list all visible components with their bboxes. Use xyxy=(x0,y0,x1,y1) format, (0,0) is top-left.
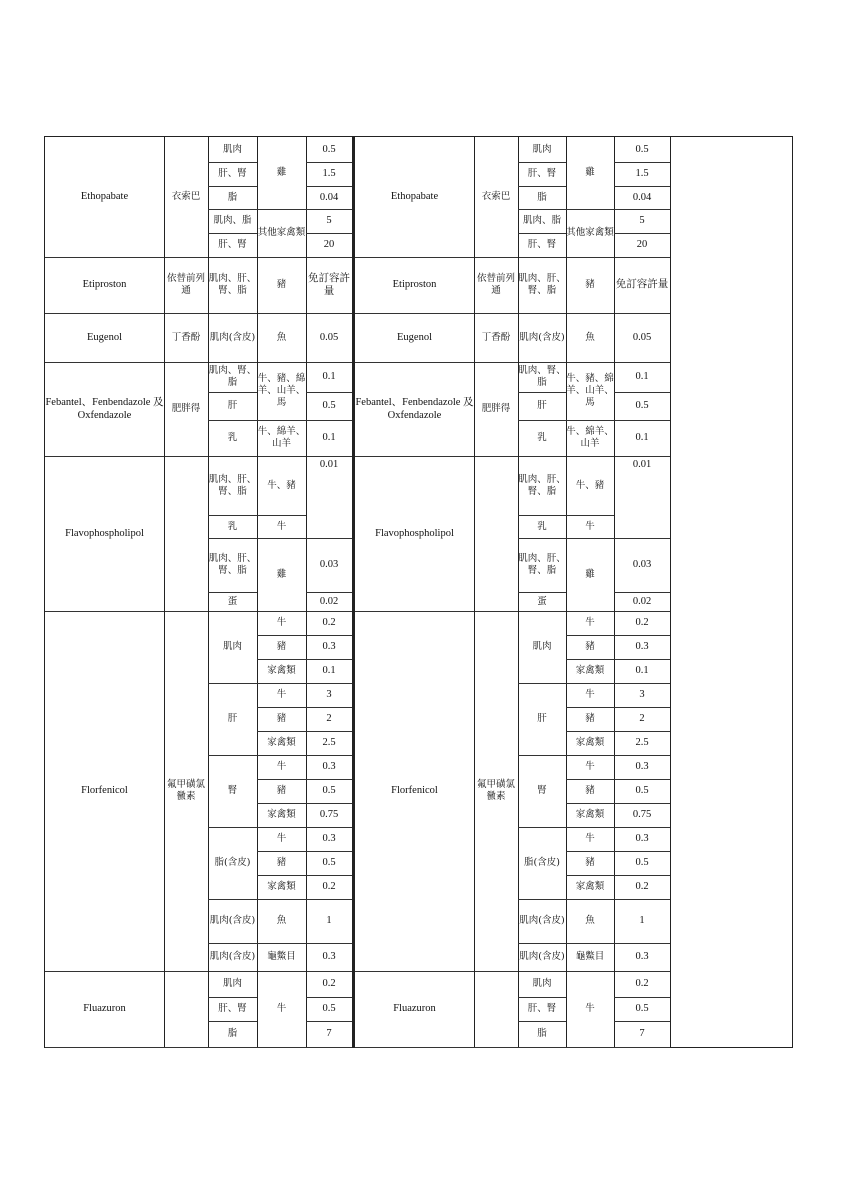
drug-alias-right xyxy=(474,971,518,1047)
drug-name-right: Eugenol xyxy=(397,331,432,343)
drug-alias-right: 依替前列通 xyxy=(476,273,515,296)
limit-value-right: 0.05 xyxy=(632,331,652,343)
limit-value-left: 免訂容許量 xyxy=(308,272,350,297)
limit-value-left: 0.5 xyxy=(322,857,336,869)
tissue-cell-left: 肝、腎 xyxy=(218,239,247,251)
animal-cell-left: 家禽類 xyxy=(267,809,296,821)
drug-name-right: Etiproston xyxy=(392,279,437,291)
animal-cell-right: 家禽類 xyxy=(575,737,605,749)
tissue-cell-left: 肌肉(含皮) xyxy=(209,915,256,927)
limit-value-left: 0.3 xyxy=(322,833,336,845)
limit-value-right: 20 xyxy=(636,239,648,251)
limit-value-right: 0.3 xyxy=(635,641,649,653)
tissue-cell-right: 肌肉 xyxy=(532,978,552,990)
drug-name-left: Etiproston xyxy=(82,279,127,291)
animal-cell-left: 豬 xyxy=(276,641,287,653)
drug-alias-right: 氟甲磺氯黴素 xyxy=(476,779,515,802)
limit-value-left: 0.3 xyxy=(322,951,336,963)
limit-value-left: 5 xyxy=(326,215,332,227)
limit-value-right: 0.01 xyxy=(632,459,652,470)
tissue-cell-left: 肝、腎 xyxy=(218,168,247,180)
animal-cell-right: 牛 xyxy=(585,617,595,629)
animal-cell-right: 魚 xyxy=(585,915,595,927)
limit-value-left: 2 xyxy=(326,713,332,725)
limit-value-left: 3 xyxy=(326,689,332,701)
limit-value-left: 1.5 xyxy=(322,168,336,180)
limit-value-right: 1.5 xyxy=(635,168,649,180)
drug-name-left: Febantel、Fenbendazole 及 Oxfendazole xyxy=(45,396,164,421)
animal-cell-right: 牛、豬 xyxy=(575,479,605,491)
animal-cell-right: 豬 xyxy=(585,785,595,797)
limit-value-right: 0.1 xyxy=(635,432,649,444)
animal-cell-left: 牛 xyxy=(276,1003,287,1015)
limit-value-left: 0.04 xyxy=(319,191,339,203)
animal-cell-right: 雞 xyxy=(585,568,595,580)
drug-alias-right: 肥胖得 xyxy=(481,403,511,415)
animal-cell-right: 牛 xyxy=(585,689,595,701)
limit-value-right: 0.02 xyxy=(632,595,652,607)
drug-name-left: Ethopabate xyxy=(80,191,129,203)
limit-value-right: 0.1 xyxy=(635,665,649,677)
animal-cell-right: 家禽類 xyxy=(575,665,605,677)
animal-cell-left: 其他家禽類 xyxy=(257,227,306,239)
animal-cell-right: 家禽類 xyxy=(575,809,605,821)
animal-cell-right: 牛 xyxy=(585,761,595,773)
tissue-cell-right: 乳 xyxy=(537,432,547,444)
animal-cell-right: 魚 xyxy=(585,331,595,343)
tissue-cell-left: 蛋 xyxy=(227,595,238,607)
tissue-cell-left: 脂 xyxy=(227,191,238,203)
tissue-cell-right: 肌肉 xyxy=(532,143,552,155)
drug-alias-left: 氟甲磺氯黴素 xyxy=(166,779,205,802)
tissue-cell-right: 肌肉、肝、腎、脂 xyxy=(518,553,566,576)
limit-value-right: 免訂容許量 xyxy=(615,279,669,291)
drug-name-left: Florfenicol xyxy=(81,785,128,797)
drug-name-right: Febantel、Fenbendazole 及 Oxfendazole xyxy=(355,396,474,421)
limit-value-right: 2 xyxy=(639,713,645,725)
tissue-cell-right: 乳 xyxy=(537,520,547,532)
limit-value-left: 0.1 xyxy=(322,371,336,383)
drug-alias-left: 肥胖得 xyxy=(171,403,201,415)
limit-value-right: 1 xyxy=(639,915,645,927)
animal-cell-left: 牛 xyxy=(276,617,287,629)
animal-cell-right: 牛 xyxy=(585,1003,595,1015)
limit-value-left: 0.1 xyxy=(322,432,336,444)
limit-value-left: 1 xyxy=(326,915,332,927)
drug-name-right: Fluazuron xyxy=(393,1003,436,1015)
animal-cell-left: 豬 xyxy=(276,785,287,797)
animal-cell-right: 豬 xyxy=(585,279,595,291)
tissue-cell-left: 脂(含皮) xyxy=(214,857,251,869)
limit-value-left: 0.5 xyxy=(322,143,336,155)
tissue-cell-left: 脂 xyxy=(227,1028,238,1040)
tissue-cell-right: 肌肉、脂 xyxy=(522,215,561,227)
tissue-cell-left: 肌肉 xyxy=(222,978,242,990)
limit-value-left: 0.2 xyxy=(322,978,336,990)
tissue-cell-right: 肝 xyxy=(537,400,547,412)
drug-alias-left: 丁香酚 xyxy=(171,331,201,343)
table-rule xyxy=(355,1047,670,1048)
limit-value-left: 0.1 xyxy=(322,665,336,677)
tissue-cell-left: 肌肉、腎、脂 xyxy=(208,365,257,388)
tissue-cell-left: 肝 xyxy=(227,400,238,412)
limit-value-right: 0.5 xyxy=(635,1003,649,1015)
limit-value-right: 0.04 xyxy=(632,191,652,203)
drug-alias-right: 丁香酚 xyxy=(481,331,511,343)
limit-value-right: 2.5 xyxy=(635,737,649,749)
drug-name-left: Eugenol xyxy=(87,331,122,343)
animal-cell-left: 家禽類 xyxy=(267,737,296,749)
tissue-cell-left: 乳 xyxy=(227,432,238,444)
limit-value-right: 0.2 xyxy=(635,881,649,893)
tissue-cell-right: 脂 xyxy=(537,191,547,203)
drug-alias-left: 衣索巴 xyxy=(171,191,201,203)
animal-cell-right: 牛 xyxy=(585,520,595,532)
limit-value-left: 7 xyxy=(326,1028,332,1040)
animal-cell-left: 牛 xyxy=(276,520,287,532)
drug-name-right: Ethopabate xyxy=(390,191,439,203)
animal-cell-left: 豬 xyxy=(276,713,287,725)
limit-value-left: 0.02 xyxy=(319,595,339,607)
drug-name-left: Flavophospholipol xyxy=(65,527,144,539)
tissue-cell-right: 脂(含皮) xyxy=(524,857,560,869)
tissue-cell-right: 肌肉 xyxy=(532,641,552,653)
limit-value-right: 0.5 xyxy=(635,143,649,155)
tissue-cell-left: 肌肉(含皮) xyxy=(209,951,256,963)
limit-value-left: 0.3 xyxy=(322,761,336,773)
tissue-cell-right: 蛋 xyxy=(537,595,547,607)
animal-cell-left: 牛、豬 xyxy=(267,479,296,491)
animal-cell-left: 豬 xyxy=(276,857,287,869)
limit-value-left: 20 xyxy=(323,239,335,251)
limit-value-left: 0.05 xyxy=(319,331,339,343)
limit-value-right: 0.5 xyxy=(635,785,649,797)
animal-cell-right: 其他家禽類 xyxy=(566,227,614,239)
tissue-cell-right: 肌肉、肝、腎、脂 xyxy=(518,273,566,296)
animal-cell-left: 魚 xyxy=(276,915,287,927)
animal-cell-left: 牛、綿羊、山羊 xyxy=(257,426,306,449)
tissue-cell-left: 肌肉(含皮) xyxy=(209,331,256,343)
animal-cell-right: 雞 xyxy=(585,167,595,179)
tissue-cell-left: 肌肉、肝、腎、脂 xyxy=(208,473,257,497)
limit-value-left: 0.3 xyxy=(322,641,336,653)
drug-name-right: Flavophospholipol xyxy=(375,527,454,539)
drug-alias-left xyxy=(164,971,208,1047)
animal-cell-left: 牛 xyxy=(276,761,287,773)
animal-cell-left: 豬 xyxy=(276,279,287,291)
tissue-cell-right: 肌肉、腎、脂 xyxy=(518,365,566,388)
animal-cell-left: 牛、豬、綿羊、山羊、馬 xyxy=(257,373,306,408)
animal-cell-left: 雞 xyxy=(276,568,287,580)
tissue-cell-left: 肌肉、脂 xyxy=(213,215,252,227)
animal-cell-left: 龜鱉目 xyxy=(267,951,296,963)
animal-cell-right: 龜鱉目 xyxy=(575,951,605,963)
limit-value-right: 7 xyxy=(639,1028,645,1040)
animal-cell-right: 牛、豬、綿羊、山羊、馬 xyxy=(566,373,614,408)
limit-value-left: 0.2 xyxy=(322,881,336,893)
animal-cell-right: 豬 xyxy=(585,641,595,653)
drug-alias-left: 依替前列通 xyxy=(166,273,205,296)
tissue-cell-right: 肝、腎 xyxy=(527,168,557,180)
table-rule xyxy=(45,1047,352,1048)
tissue-cell-left: 肌肉、肝、腎、脂 xyxy=(208,273,257,296)
limit-value-left: 0.01 xyxy=(319,459,339,470)
drug-alias-right xyxy=(474,456,518,611)
limit-value-right: 0.03 xyxy=(632,559,652,571)
tissue-cell-right: 肌肉、肝、腎、脂 xyxy=(518,473,566,497)
tissue-cell-right: 肌肉(含皮) xyxy=(519,915,565,927)
tissue-cell-left: 肌肉 xyxy=(222,641,242,653)
limit-value-right: 0.5 xyxy=(635,400,649,412)
tissue-cell-left: 乳 xyxy=(227,520,238,532)
limit-value-right: 5 xyxy=(639,215,645,227)
animal-cell-right: 牛、綿羊、山羊 xyxy=(566,426,614,449)
tissue-cell-right: 肝、腎 xyxy=(527,239,557,251)
limit-value-left: 0.5 xyxy=(322,400,336,412)
animal-cell-right: 豬 xyxy=(585,857,595,869)
limit-value-left: 2.5 xyxy=(322,737,336,749)
drug-alias-right: 衣索巴 xyxy=(481,191,511,203)
limit-value-right: 0.5 xyxy=(635,857,649,869)
tissue-cell-right: 肝 xyxy=(537,713,547,725)
tissue-cell-right: 肝、腎 xyxy=(527,1003,557,1015)
animal-cell-right: 豬 xyxy=(585,713,595,725)
tissue-cell-right: 肌肉(含皮) xyxy=(519,951,565,963)
drug-name-left: Fluazuron xyxy=(83,1003,126,1015)
tissue-cell-right: 肌肉(含皮) xyxy=(519,331,565,343)
limit-value-left: 0.75 xyxy=(319,809,339,821)
limit-value-right: 0.1 xyxy=(635,371,649,383)
tissue-cell-left: 肌肉、肝、腎、脂 xyxy=(208,553,257,576)
drug-name-right: Florfenicol xyxy=(391,785,438,797)
limit-value-left: 0.2 xyxy=(322,617,336,629)
animal-cell-left: 雞 xyxy=(276,167,287,179)
limit-value-right: 0.3 xyxy=(635,761,649,773)
limit-value-left: 0.03 xyxy=(319,559,339,571)
table-rule xyxy=(670,137,671,1047)
tissue-cell-left: 腎 xyxy=(227,785,238,797)
tissue-cell-right: 脂 xyxy=(537,1028,547,1040)
animal-cell-left: 牛 xyxy=(276,833,287,845)
tissue-cell-right: 腎 xyxy=(537,785,547,797)
drug-alias-left xyxy=(164,456,208,611)
limit-value-left: 0.5 xyxy=(322,785,336,797)
limit-value-left: 0.5 xyxy=(322,1003,336,1015)
limit-value-right: 0.2 xyxy=(635,617,649,629)
animal-cell-right: 家禽類 xyxy=(575,881,605,893)
limit-value-right: 0.2 xyxy=(635,978,649,990)
tissue-cell-left: 肝、腎 xyxy=(218,1003,247,1015)
limit-value-right: 0.75 xyxy=(632,809,652,821)
regulation-table xyxy=(44,136,793,1048)
limit-value-right: 3 xyxy=(639,689,645,701)
animal-cell-left: 家禽類 xyxy=(267,665,296,677)
tissue-cell-left: 肝 xyxy=(227,713,238,725)
tissue-cell-left: 肌肉 xyxy=(222,143,242,155)
limit-value-right: 0.3 xyxy=(635,833,649,845)
animal-cell-left: 家禽類 xyxy=(267,881,296,893)
animal-cell-right: 牛 xyxy=(585,833,595,845)
animal-cell-left: 魚 xyxy=(276,331,287,343)
limit-value-right: 0.3 xyxy=(635,951,649,963)
animal-cell-left: 牛 xyxy=(276,689,287,701)
